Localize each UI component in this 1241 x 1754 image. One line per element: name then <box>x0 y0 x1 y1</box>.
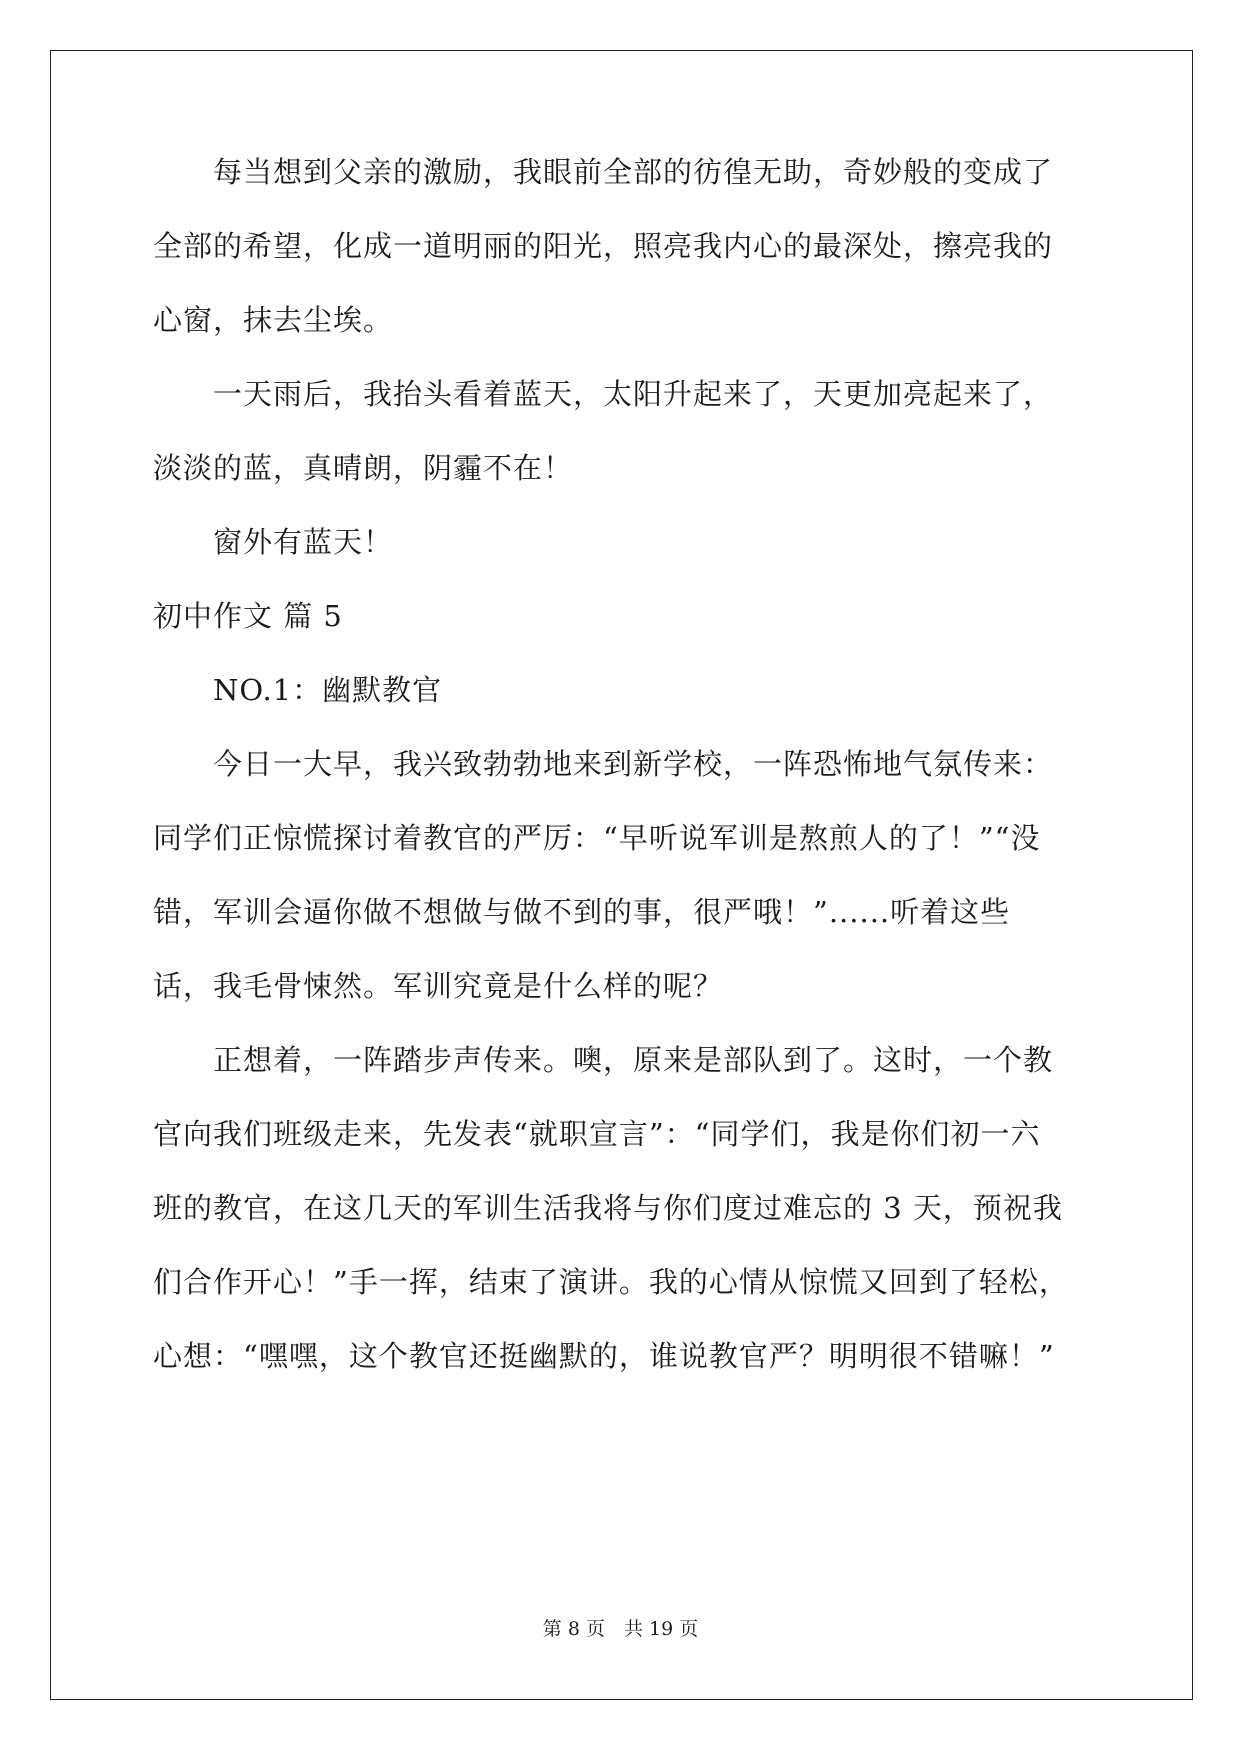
paragraph-line: 错，军训会逼你做不想做与做不到的事，很严哦！”......听着这些 <box>153 895 1011 929</box>
page-border <box>50 50 1193 1700</box>
paragraph-line: 同学们正惊慌探讨着教官的严厉：“早听说军训是熬煎人的了！”“没 <box>153 821 1041 855</box>
paragraph-line: 心窗，抹去尘埃。 <box>153 303 394 337</box>
paragraph-line: 话，我毛骨悚然。军训究竟是什么样的呢？ <box>153 969 724 1003</box>
page-number-footer: 第 8 页 共 19 页 <box>542 1618 699 1640</box>
paragraph-line: 心想：“嘿嘿，这个教官还挺幽默的，谁说教官严？明明很不错嘛！” <box>153 1339 1055 1373</box>
paragraph-line: 正想着，一阵踏步声传来。噢，原来是部队到了。这时，一个教 <box>213 1043 1054 1077</box>
paragraph-line: 全部的希望，化成一道明丽的阳光，照亮我内心的最深处，擦亮我的 <box>153 229 1054 263</box>
paragraph-line: 今日一大早，我兴致勃勃地来到新学校，一阵恐怖地气氛传来： <box>213 747 1054 781</box>
paragraph-line: 一天雨后，我抬头看着蓝天，太阳升起来了，天更加亮起来了， <box>213 377 1054 411</box>
paragraph-line: 淡淡的蓝，真晴朗，阴霾不在！ <box>153 451 574 485</box>
paragraph-line: 官向我们班级走来，先发表“就职宣言”：“同学们，我是你们初一六 <box>153 1117 1041 1151</box>
paragraph-line: 每当想到父亲的激励，我眼前全部的彷徨无助，奇妙般的变成了 <box>213 155 1054 189</box>
paragraph-line: 班的教官，在这几天的军训生活我将与你们度过难忘的 3 天，预祝我 <box>153 1191 1063 1225</box>
paragraph-line: 窗外有蓝天！ <box>213 525 394 559</box>
paragraph-line: 们合作开心！”手一挥，结束了演讲。我的心情从惊慌又回到了轻松， <box>153 1265 1069 1299</box>
section-heading: 初中作文 篇 5 <box>153 599 343 633</box>
subheading: NO.1：幽默教官 <box>213 673 443 707</box>
